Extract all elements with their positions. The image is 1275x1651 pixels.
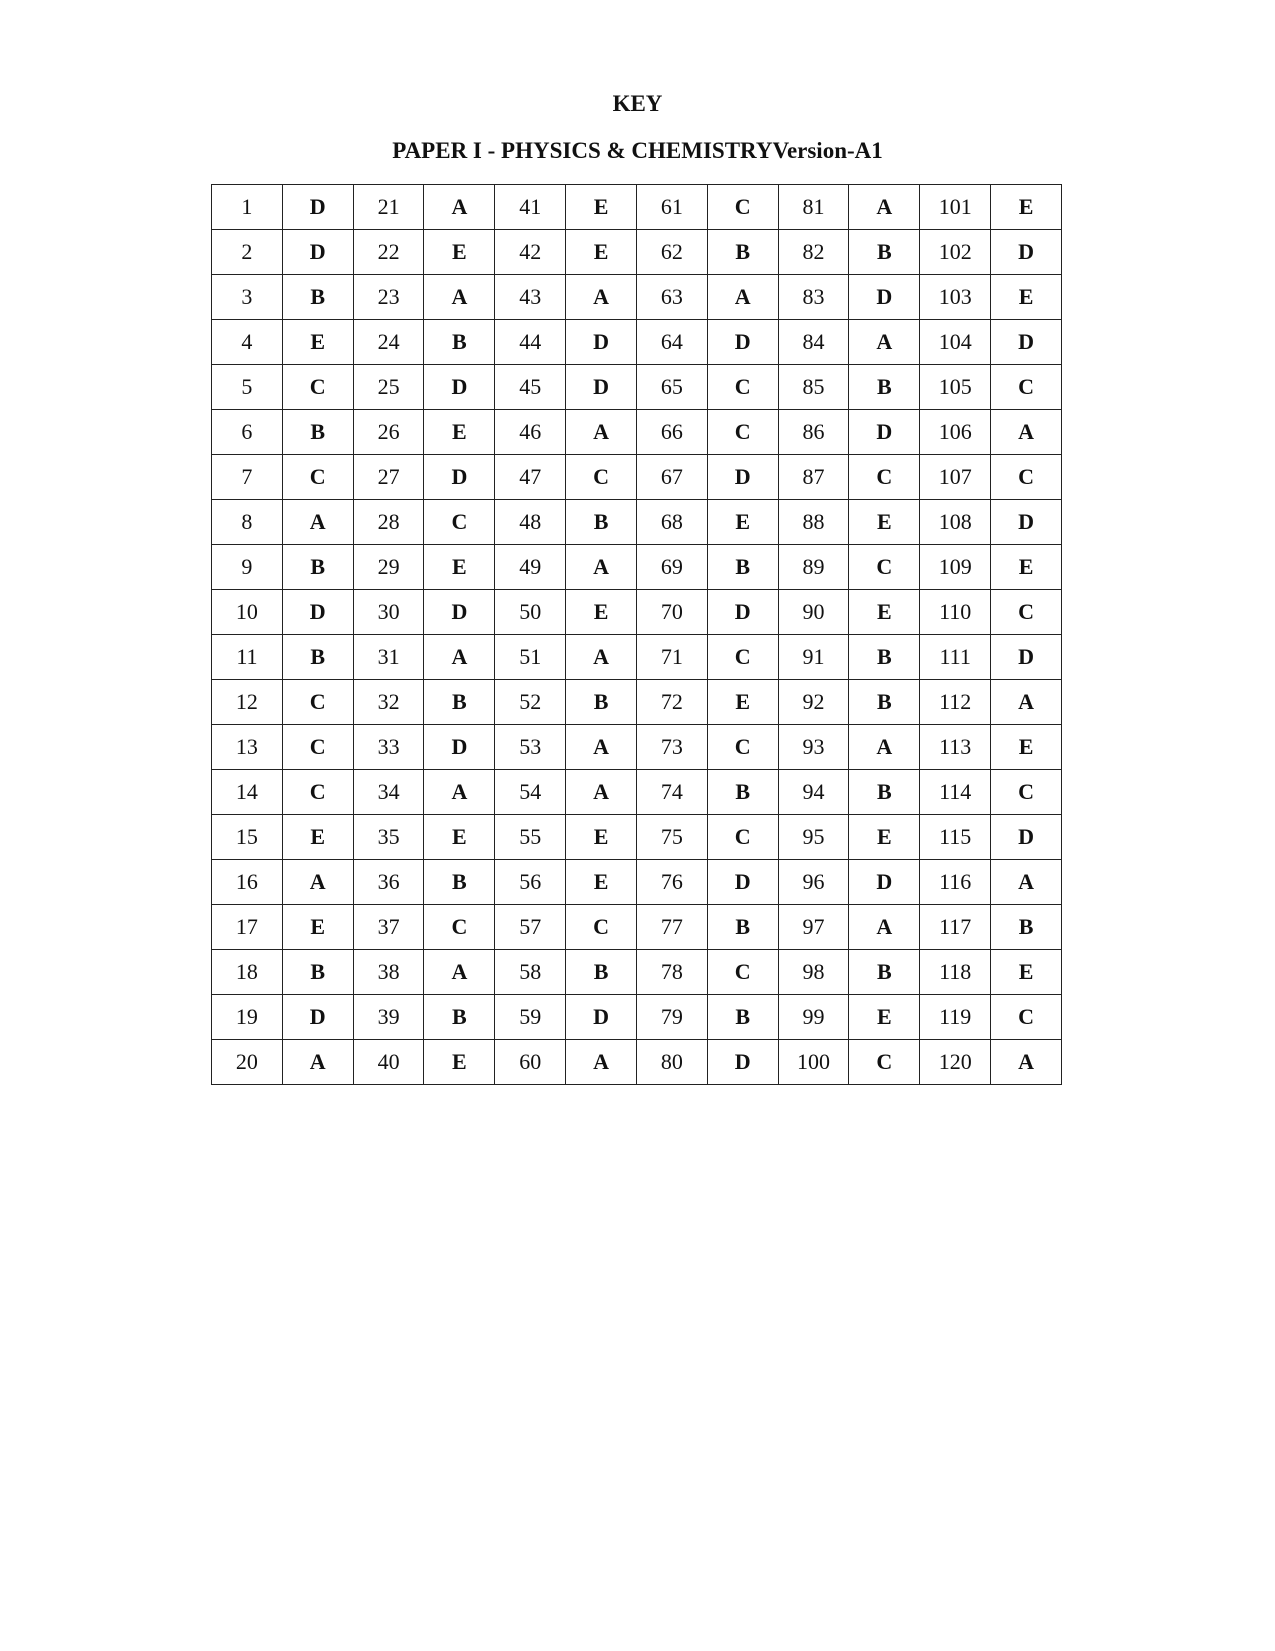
- table-row: [212, 995, 1062, 1040]
- answer-cell: E: [424, 230, 495, 275]
- question-number-cell: 51: [495, 635, 566, 680]
- answer-cell: C: [282, 680, 353, 725]
- question-number-cell: 34: [353, 770, 424, 815]
- question-number-cell: 92: [778, 680, 849, 725]
- answer-cell: E: [707, 680, 778, 725]
- question-number-cell: 42: [495, 230, 566, 275]
- question-number-cell: 7: [212, 455, 283, 500]
- answer-cell: D: [282, 995, 353, 1040]
- question-number-cell: 104: [920, 320, 991, 365]
- question-number-cell: 32: [353, 680, 424, 725]
- question-number-cell: 50: [495, 590, 566, 635]
- answer-cell: D: [282, 590, 353, 635]
- answer-cell: D: [707, 455, 778, 500]
- question-number-cell: 77: [636, 905, 707, 950]
- question-number-cell: 112: [920, 680, 991, 725]
- answer-cell: E: [282, 320, 353, 365]
- question-number-cell: 110: [920, 590, 991, 635]
- answer-cell: A: [424, 275, 495, 320]
- question-number-cell: 17: [212, 905, 283, 950]
- question-number-cell: 11: [212, 635, 283, 680]
- question-number-cell: 120: [920, 1040, 991, 1085]
- question-number-cell: 71: [636, 635, 707, 680]
- question-number-cell: 79: [636, 995, 707, 1040]
- answer-cell: B: [707, 770, 778, 815]
- question-number-cell: 107: [920, 455, 991, 500]
- question-number-cell: 118: [920, 950, 991, 995]
- question-number-cell: 68: [636, 500, 707, 545]
- question-number-cell: 75: [636, 815, 707, 860]
- answer-cell: B: [566, 500, 637, 545]
- question-number-cell: 65: [636, 365, 707, 410]
- answer-cell: B: [282, 635, 353, 680]
- answer-cell: A: [849, 725, 920, 770]
- answer-cell: D: [566, 995, 637, 1040]
- question-number-cell: 67: [636, 455, 707, 500]
- answer-cell: C: [707, 815, 778, 860]
- answer-cell: A: [424, 770, 495, 815]
- answer-cell: A: [566, 410, 637, 455]
- question-number-cell: 19: [212, 995, 283, 1040]
- answer-cell: C: [707, 950, 778, 995]
- question-number-cell: 27: [353, 455, 424, 500]
- question-number-cell: 76: [636, 860, 707, 905]
- answer-cell: C: [849, 455, 920, 500]
- answer-cell: A: [424, 635, 495, 680]
- question-number-cell: 95: [778, 815, 849, 860]
- answer-cell: D: [849, 860, 920, 905]
- question-number-cell: 39: [353, 995, 424, 1040]
- question-number-cell: 9: [212, 545, 283, 590]
- answer-cell: A: [991, 680, 1062, 725]
- table-row: [212, 680, 1062, 725]
- answer-cell: D: [707, 860, 778, 905]
- question-number-cell: 22: [353, 230, 424, 275]
- question-number-cell: 105: [920, 365, 991, 410]
- question-number-cell: 113: [920, 725, 991, 770]
- answer-cell: E: [991, 545, 1062, 590]
- answer-cell: C: [991, 365, 1062, 410]
- answer-cell: A: [849, 905, 920, 950]
- question-number-cell: 18: [212, 950, 283, 995]
- answer-key-body: [212, 185, 1062, 1085]
- answer-cell: E: [991, 950, 1062, 995]
- question-number-cell: 99: [778, 995, 849, 1040]
- answer-cell: B: [849, 950, 920, 995]
- answer-cell: D: [849, 410, 920, 455]
- answer-cell: E: [282, 905, 353, 950]
- answer-cell: E: [424, 410, 495, 455]
- question-number-cell: 13: [212, 725, 283, 770]
- answer-cell: E: [991, 725, 1062, 770]
- question-number-cell: 85: [778, 365, 849, 410]
- question-number-cell: 31: [353, 635, 424, 680]
- answer-cell: B: [566, 950, 637, 995]
- answer-cell: E: [849, 590, 920, 635]
- answer-cell: A: [566, 725, 637, 770]
- question-number-cell: 54: [495, 770, 566, 815]
- question-number-cell: 102: [920, 230, 991, 275]
- answer-cell: C: [991, 995, 1062, 1040]
- question-number-cell: 72: [636, 680, 707, 725]
- answer-cell: D: [566, 365, 637, 410]
- answer-cell: B: [282, 545, 353, 590]
- question-number-cell: 63: [636, 275, 707, 320]
- answer-cell: A: [282, 1040, 353, 1085]
- answer-cell: E: [282, 815, 353, 860]
- answer-cell: B: [849, 230, 920, 275]
- answer-cell: D: [707, 320, 778, 365]
- table-row: [212, 455, 1062, 500]
- answer-cell: D: [707, 1040, 778, 1085]
- answer-cell: C: [707, 185, 778, 230]
- table-row: [212, 230, 1062, 275]
- answer-cell: A: [566, 275, 637, 320]
- question-number-cell: 90: [778, 590, 849, 635]
- question-number-cell: 100: [778, 1040, 849, 1085]
- question-number-cell: 6: [212, 410, 283, 455]
- question-number-cell: 78: [636, 950, 707, 995]
- question-number-cell: 1: [212, 185, 283, 230]
- question-number-cell: 36: [353, 860, 424, 905]
- question-number-cell: 91: [778, 635, 849, 680]
- table-row: [212, 545, 1062, 590]
- question-number-cell: 89: [778, 545, 849, 590]
- question-number-cell: 55: [495, 815, 566, 860]
- question-number-cell: 59: [495, 995, 566, 1040]
- answer-cell: C: [424, 500, 495, 545]
- question-number-cell: 70: [636, 590, 707, 635]
- answer-cell: E: [424, 1040, 495, 1085]
- question-number-cell: 5: [212, 365, 283, 410]
- answer-cell: A: [566, 770, 637, 815]
- answer-cell: D: [282, 230, 353, 275]
- table-row: [212, 410, 1062, 455]
- answer-cell: B: [282, 410, 353, 455]
- answer-cell: A: [991, 860, 1062, 905]
- question-number-cell: 84: [778, 320, 849, 365]
- question-number-cell: 14: [212, 770, 283, 815]
- question-number-cell: 10: [212, 590, 283, 635]
- question-number-cell: 93: [778, 725, 849, 770]
- question-number-cell: 87: [778, 455, 849, 500]
- question-number-cell: 86: [778, 410, 849, 455]
- answer-cell: A: [849, 185, 920, 230]
- answer-cell: E: [707, 500, 778, 545]
- answer-cell: B: [707, 545, 778, 590]
- answer-cell: C: [282, 770, 353, 815]
- answer-cell: D: [282, 185, 353, 230]
- question-number-cell: 37: [353, 905, 424, 950]
- question-number-cell: 88: [778, 500, 849, 545]
- question-number-cell: 28: [353, 500, 424, 545]
- question-number-cell: 58: [495, 950, 566, 995]
- question-number-cell: 109: [920, 545, 991, 590]
- question-number-cell: 16: [212, 860, 283, 905]
- question-number-cell: 62: [636, 230, 707, 275]
- question-number-cell: 80: [636, 1040, 707, 1085]
- answer-cell: D: [991, 230, 1062, 275]
- answer-cell: E: [991, 185, 1062, 230]
- question-number-cell: 4: [212, 320, 283, 365]
- question-number-cell: 52: [495, 680, 566, 725]
- answer-cell: A: [424, 185, 495, 230]
- question-number-cell: 41: [495, 185, 566, 230]
- question-number-cell: 26: [353, 410, 424, 455]
- question-number-cell: 21: [353, 185, 424, 230]
- answer-cell: A: [282, 860, 353, 905]
- table-row: [212, 770, 1062, 815]
- answer-cell: C: [707, 410, 778, 455]
- question-number-cell: 82: [778, 230, 849, 275]
- answer-cell: D: [991, 320, 1062, 365]
- question-number-cell: 83: [778, 275, 849, 320]
- answer-cell: C: [707, 725, 778, 770]
- table-row: [212, 635, 1062, 680]
- answer-cell: A: [282, 500, 353, 545]
- answer-cell: A: [991, 410, 1062, 455]
- answer-key-table: [211, 184, 1062, 1085]
- answer-cell: C: [282, 365, 353, 410]
- question-number-cell: 33: [353, 725, 424, 770]
- answer-cell: E: [566, 815, 637, 860]
- question-number-cell: 116: [920, 860, 991, 905]
- answer-cell: E: [566, 860, 637, 905]
- question-number-cell: 47: [495, 455, 566, 500]
- answer-cell: C: [707, 365, 778, 410]
- answer-cell: E: [424, 545, 495, 590]
- question-number-cell: 45: [495, 365, 566, 410]
- table-row: [212, 905, 1062, 950]
- answer-cell: E: [424, 815, 495, 860]
- answer-cell: C: [282, 455, 353, 500]
- question-number-cell: 12: [212, 680, 283, 725]
- answer-cell: E: [849, 500, 920, 545]
- question-number-cell: 46: [495, 410, 566, 455]
- question-number-cell: 24: [353, 320, 424, 365]
- answer-cell: E: [849, 995, 920, 1040]
- question-number-cell: 25: [353, 365, 424, 410]
- question-number-cell: 49: [495, 545, 566, 590]
- answer-cell: B: [707, 995, 778, 1040]
- question-number-cell: 96: [778, 860, 849, 905]
- question-number-cell: 73: [636, 725, 707, 770]
- question-number-cell: 66: [636, 410, 707, 455]
- table-row: [212, 590, 1062, 635]
- question-number-cell: 108: [920, 500, 991, 545]
- question-number-cell: 103: [920, 275, 991, 320]
- question-number-cell: 69: [636, 545, 707, 590]
- answer-cell: B: [424, 995, 495, 1040]
- answer-cell: B: [849, 680, 920, 725]
- question-number-cell: 29: [353, 545, 424, 590]
- table-row: [212, 500, 1062, 545]
- answer-cell: B: [707, 905, 778, 950]
- paper-title: PAPER I - PHYSICS & CHEMISTRYVersion-A1: [392, 138, 883, 163]
- answer-cell: E: [991, 275, 1062, 320]
- table-row: [212, 860, 1062, 905]
- question-number-cell: 61: [636, 185, 707, 230]
- question-number-cell: 115: [920, 815, 991, 860]
- question-number-cell: 35: [353, 815, 424, 860]
- question-number-cell: 114: [920, 770, 991, 815]
- question-number-cell: 8: [212, 500, 283, 545]
- answer-cell: A: [566, 1040, 637, 1085]
- question-number-cell: 94: [778, 770, 849, 815]
- answer-cell: C: [424, 905, 495, 950]
- question-number-cell: 53: [495, 725, 566, 770]
- question-number-cell: 117: [920, 905, 991, 950]
- table-row: [212, 185, 1062, 230]
- question-number-cell: 119: [920, 995, 991, 1040]
- answer-cell: C: [991, 590, 1062, 635]
- answer-cell: B: [849, 365, 920, 410]
- answer-cell: D: [566, 320, 637, 365]
- question-number-cell: 60: [495, 1040, 566, 1085]
- answer-cell: D: [424, 725, 495, 770]
- question-number-cell: 15: [212, 815, 283, 860]
- answer-cell: B: [707, 230, 778, 275]
- question-number-cell: 101: [920, 185, 991, 230]
- answer-cell: E: [849, 815, 920, 860]
- answer-cell: C: [566, 455, 637, 500]
- answer-cell: C: [991, 770, 1062, 815]
- answer-cell: D: [424, 365, 495, 410]
- answer-cell: A: [991, 1040, 1062, 1085]
- answer-cell: B: [424, 860, 495, 905]
- question-number-cell: 111: [920, 635, 991, 680]
- question-number-cell: 57: [495, 905, 566, 950]
- question-number-cell: 23: [353, 275, 424, 320]
- question-number-cell: 74: [636, 770, 707, 815]
- answer-cell: D: [424, 590, 495, 635]
- question-number-cell: 38: [353, 950, 424, 995]
- answer-cell: B: [424, 680, 495, 725]
- answer-cell: B: [282, 950, 353, 995]
- question-number-cell: 30: [353, 590, 424, 635]
- table-row: [212, 365, 1062, 410]
- table-row: [212, 815, 1062, 860]
- answer-cell: E: [566, 230, 637, 275]
- question-number-cell: 40: [353, 1040, 424, 1085]
- answer-cell: A: [424, 950, 495, 995]
- question-number-cell: 2: [212, 230, 283, 275]
- page-title: KEY: [612, 91, 663, 116]
- question-number-cell: 106: [920, 410, 991, 455]
- question-number-cell: 43: [495, 275, 566, 320]
- question-number-cell: 97: [778, 905, 849, 950]
- question-number-cell: 64: [636, 320, 707, 365]
- answer-cell: A: [849, 320, 920, 365]
- answer-cell: B: [849, 770, 920, 815]
- answer-cell: D: [991, 500, 1062, 545]
- table-row: [212, 1040, 1062, 1085]
- answer-cell: E: [566, 590, 637, 635]
- answer-cell: A: [566, 545, 637, 590]
- table-row: [212, 950, 1062, 995]
- answer-cell: C: [849, 545, 920, 590]
- answer-cell: D: [991, 635, 1062, 680]
- answer-cell: D: [424, 455, 495, 500]
- answer-cell: C: [707, 635, 778, 680]
- question-number-cell: 48: [495, 500, 566, 545]
- answer-cell: D: [991, 815, 1062, 860]
- answer-cell: C: [991, 455, 1062, 500]
- answer-cell: A: [707, 275, 778, 320]
- answer-cell: B: [849, 635, 920, 680]
- answer-cell: B: [282, 275, 353, 320]
- answer-cell: C: [282, 725, 353, 770]
- answer-cell: D: [707, 590, 778, 635]
- question-number-cell: 20: [212, 1040, 283, 1085]
- table-row: [212, 275, 1062, 320]
- question-number-cell: 44: [495, 320, 566, 365]
- answer-cell: B: [991, 905, 1062, 950]
- answer-cell: B: [424, 320, 495, 365]
- table-row: [212, 725, 1062, 770]
- answer-cell: D: [849, 275, 920, 320]
- question-number-cell: 98: [778, 950, 849, 995]
- question-number-cell: 56: [495, 860, 566, 905]
- answer-cell: A: [566, 635, 637, 680]
- answer-cell: B: [566, 680, 637, 725]
- question-number-cell: 81: [778, 185, 849, 230]
- table-row: [212, 320, 1062, 365]
- answer-cell: C: [566, 905, 637, 950]
- answer-cell: C: [849, 1040, 920, 1085]
- answer-cell: E: [566, 185, 637, 230]
- question-number-cell: 3: [212, 275, 283, 320]
